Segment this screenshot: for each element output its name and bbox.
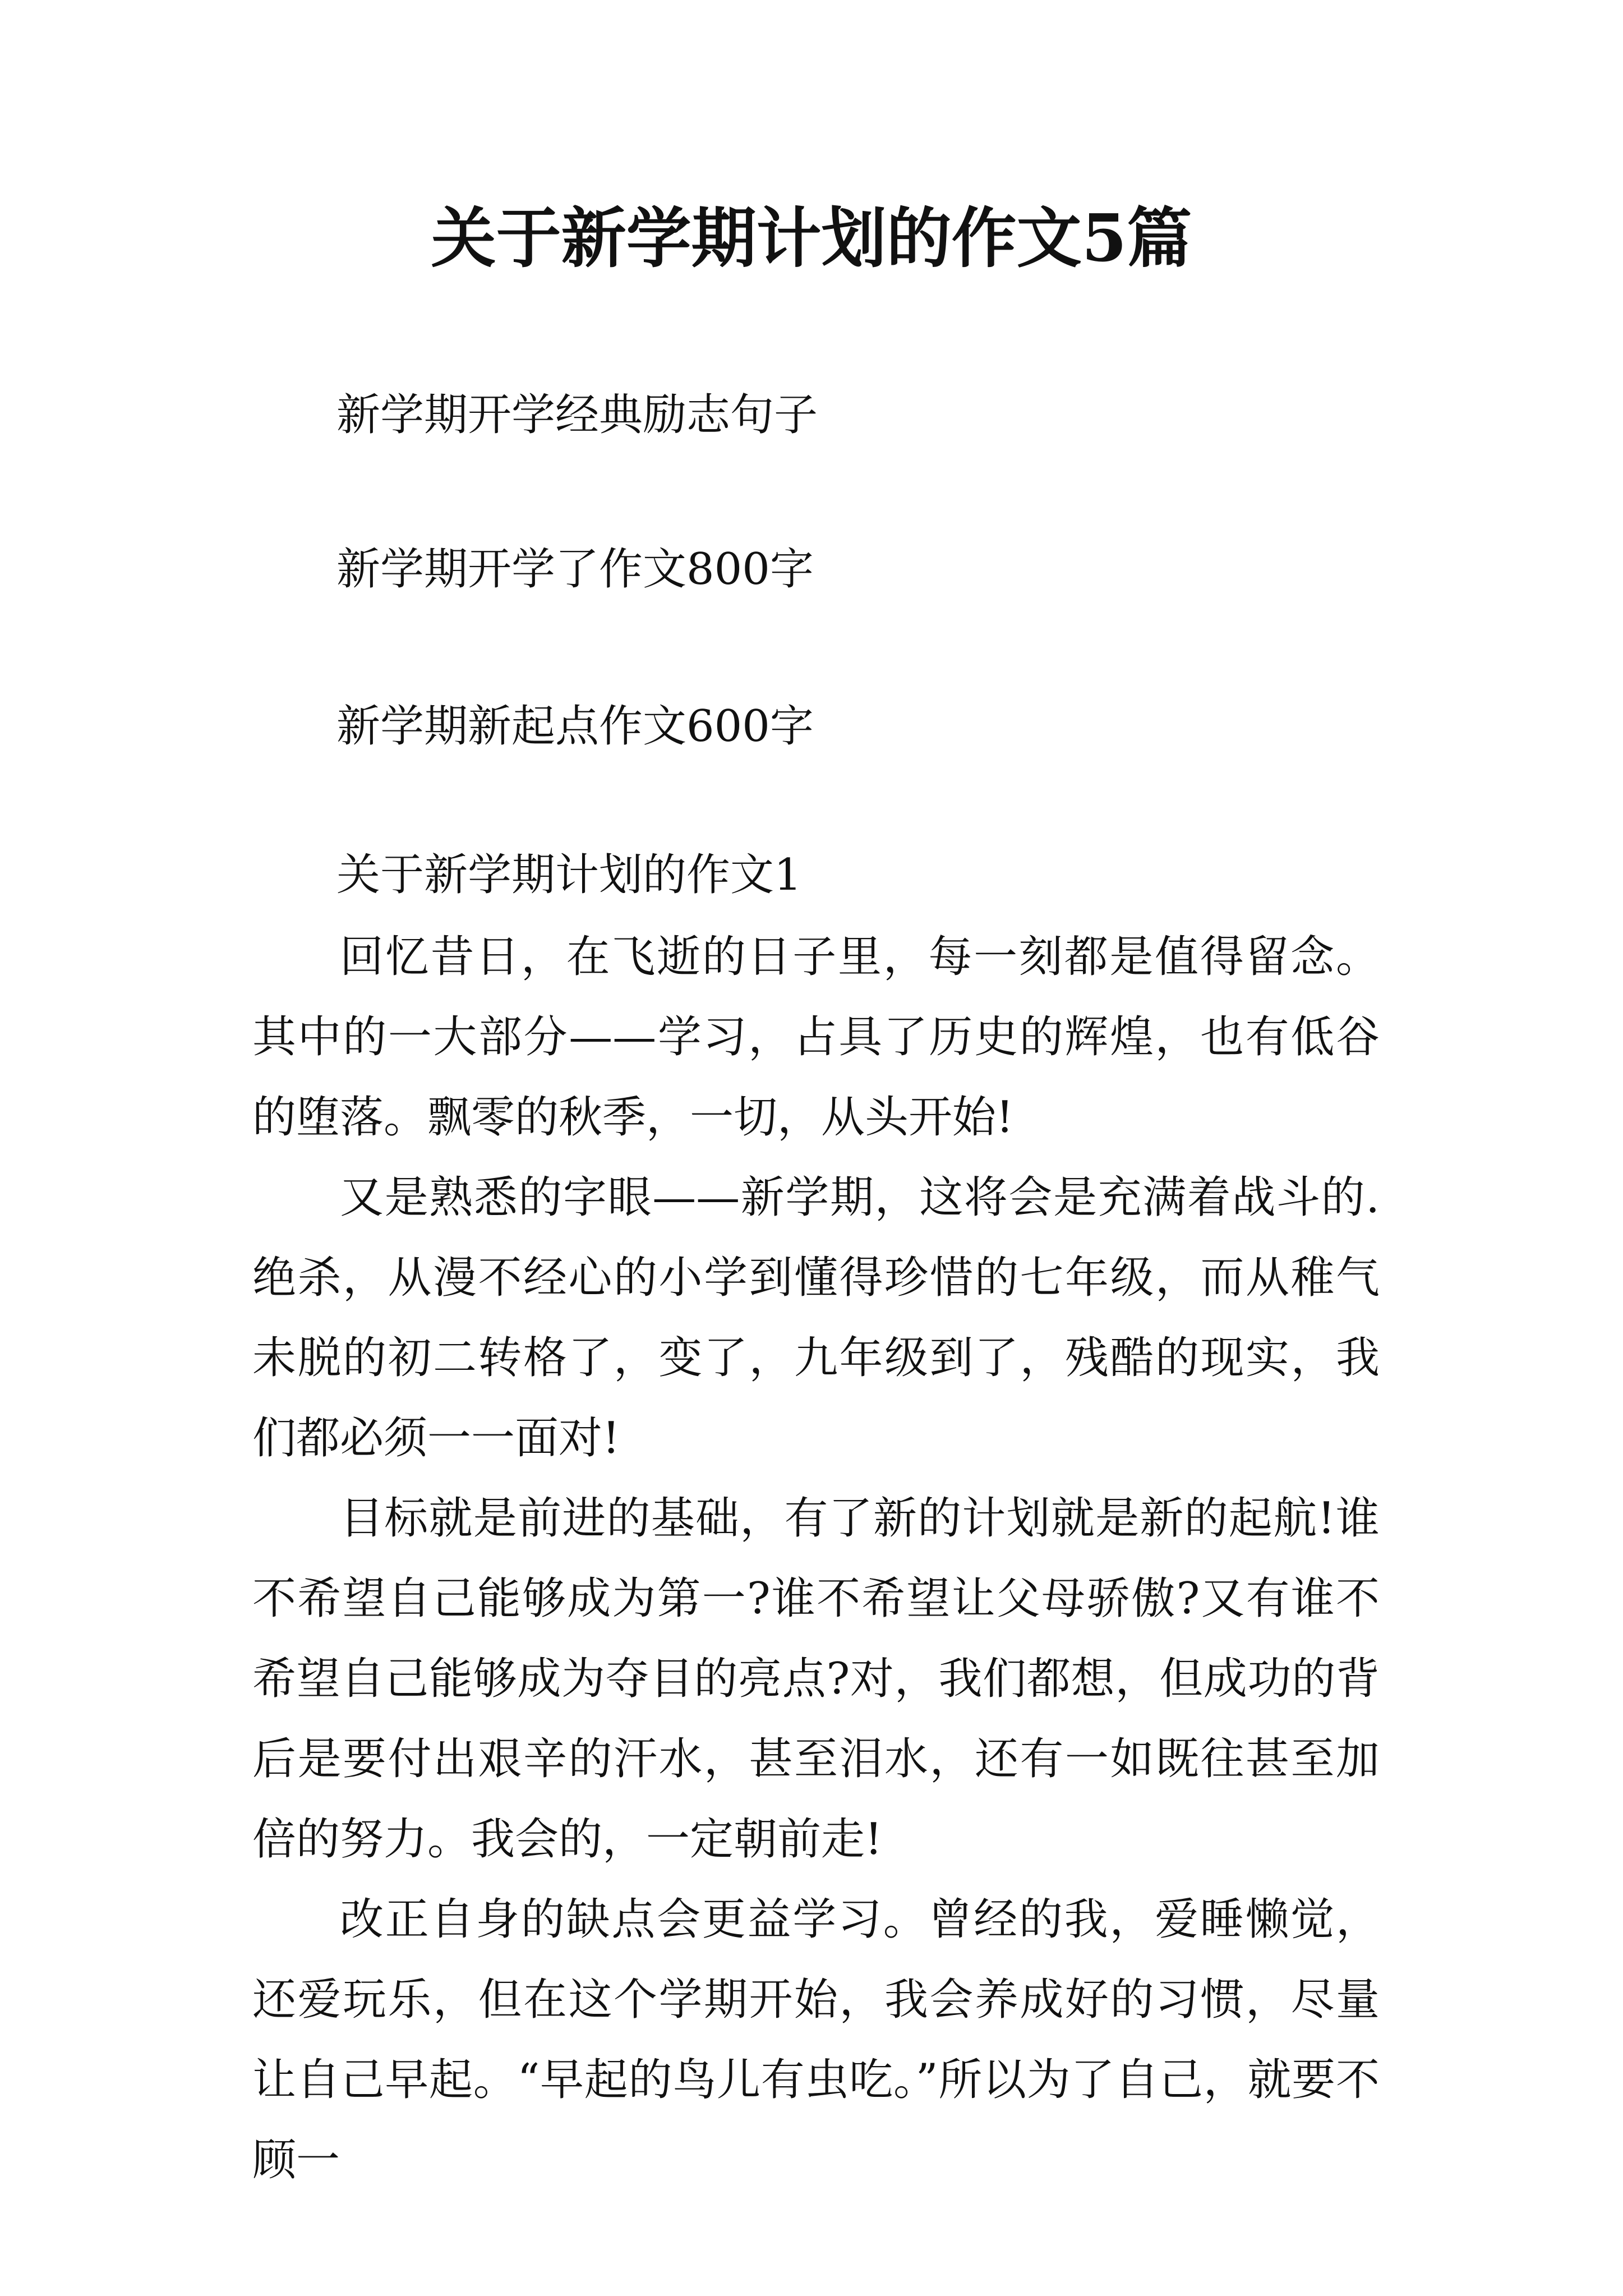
paragraph: 改正自身的缺点会更益学习。曾经的我，爱睡懒觉，还爱玩乐，但在这个学期开始，我会养成好的习惯，尽量让自己早起。“早起的鸟儿有虫吃。”所以为了自己，就要不顾一 [252, 1894, 1380, 2185]
related-link-1[interactable]: 新学期开学经典励志句子 [336, 390, 818, 440]
paragraph: 回忆昔日，在飞逝的日子里，每一刻都是值得留念。其中的一大部分——学习，占具了历史的辉煌，也有低谷的堕落。飘零的秋季，一切，从头开始! [252, 932, 1380, 1143]
paragraph: 目标就是前进的基础，有了新的计划就是新的起航!谁不希望自己能够成为第一?谁不希望让父母骄傲?又有谁不希望自己能够成为夺目的亮点?对，我们都想，但成功的背后是要付出艰辛的汗水，甚至泪水，还有一如既往甚至加倍的努力。我会的，一定朝前走! [252, 1493, 1380, 1865]
article-body [252, 917, 1380, 2201]
section-title: 关于新学期计划的作文1 [336, 850, 802, 900]
paragraph: 又是熟悉的字眼——新学期，这将会是充满着战斗的.绝杀，从漫不经心的小学到懂得珍惜的七年级，而从稚气未脱的初二转格了，变了，九年级到了，残酷的现实，我们都必须一一面对! [252, 1172, 1380, 1464]
related-link-3[interactable]: 新学期新起点作文600字 [336, 701, 814, 752]
document-title: 关于新学期计划的作文5篇 [431, 200, 1192, 277]
related-link-2[interactable]: 新学期开学了作文800字 [336, 544, 814, 595]
